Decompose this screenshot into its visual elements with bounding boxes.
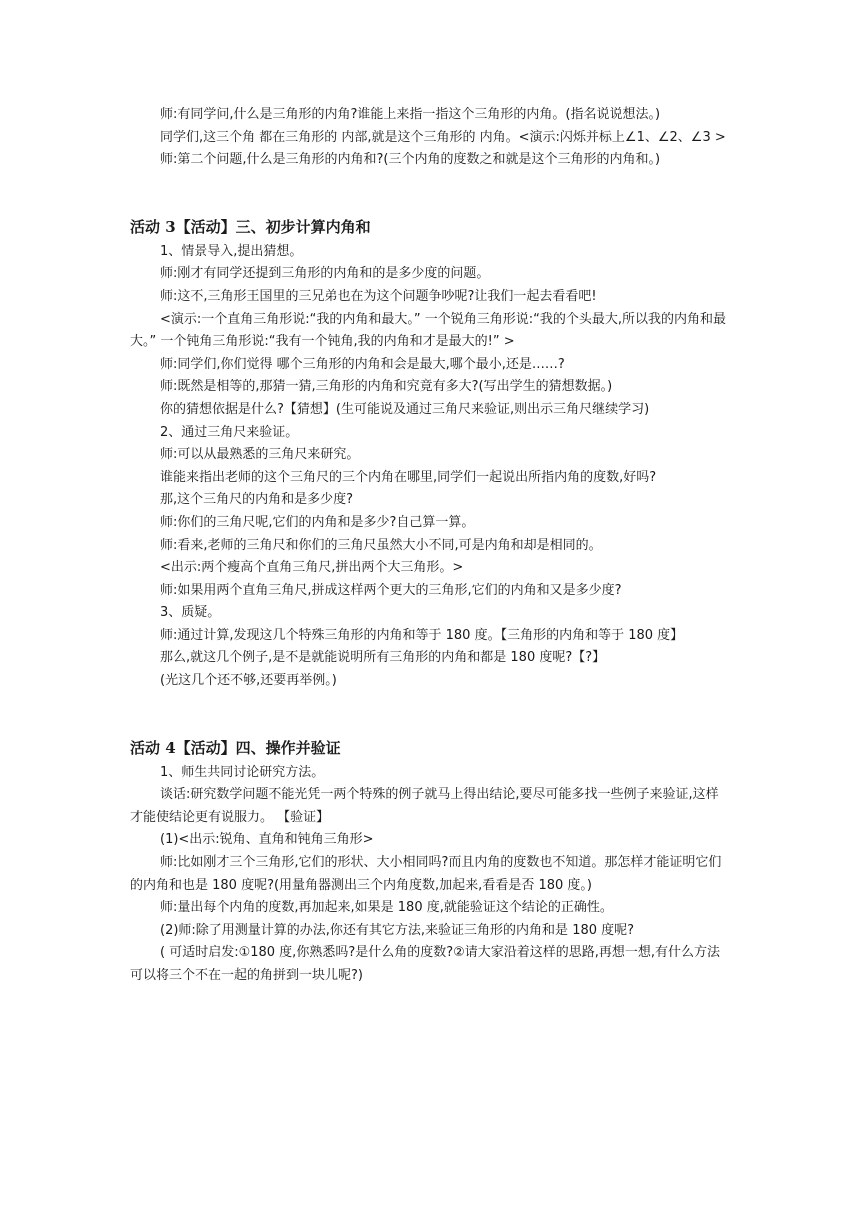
paragraph: 那么,就这几个例子,是不是就能说明所有三角形的内角和都是 180 度呢?【?】: [160, 650, 606, 666]
paragraph: 师:第二个问题,什么是三角形的内角和?(三个内角的度数之和就是这个三角形的内角和。): [160, 152, 661, 168]
paragraph: 你的猜想依据是什么?【猜想】(生可能说及通过三角尺来验证,则出示三角尺继续学习): [160, 401, 650, 417]
paragraph: 师:同学们,你们觉得 哪个三角形的内角和会是最大,哪个最小,还是……?: [160, 356, 565, 372]
paragraph: 师:可以从最熟悉的三角尺来研究。: [160, 447, 360, 463]
paragraph: 1、情景导入,提出猜想。: [160, 243, 303, 259]
section-heading: 活动 4【活动】四、操作并验证: [130, 738, 341, 757]
paragraph: 谁能来指出老师的这个三角尺的三个内角在哪里,同学们一起说出所指内角的度数,好吗?: [160, 469, 657, 485]
paragraph: 1、师生共同讨论研究方法。: [160, 764, 325, 780]
paragraph: 师:刚才有同学还提到三角形的内角和的是多少度的问题。: [160, 266, 490, 282]
paragraph: 师:这不,三角形王国里的三兄弟也在为这个问题争吵呢?让我们一起去看看吧!: [160, 288, 597, 304]
paragraph: ( 可适时启发:①180 度,你熟悉吗?是什么角的度数?②请大家沿着这样的思路,再想一想,有什么方法可以将三个不在一起的角拼到一块儿呢?): [130, 945, 721, 983]
paragraph: 那,这个三角尺的内角和是多少度?: [160, 492, 354, 508]
paragraph: 师:如果用两个直角三角尺,拼成这样两个更大的三角形,它们的内角和又是多少度?: [160, 582, 622, 598]
paragraph: 师:量出每个内角的度数,再加起来,如果是 180 度,就能验证这个结论的正确性。: [160, 900, 613, 916]
paragraph: 谈话:研究数学问题不能光凭一两个特殊的例子就马上得出结论,要尽可能多找一些例子来验证,这样才能使结论更有说服力。 【验证】: [130, 787, 719, 825]
paragraph: <出示:两个瘦高个直角三角尺,拼出两个大三角形。>: [160, 560, 464, 576]
paragraph: 2、通过三角尺来验证。: [160, 424, 299, 440]
paragraph: (1)<出示:锐角、直角和钝角三角形>: [160, 832, 374, 848]
section-activity-3: [130, 215, 730, 693]
paragraph: 师:通过计算,发现这几个特殊三角形的内角和等于 180 度。【三角形的内角和等于 180 度】: [160, 627, 684, 643]
paragraph: 师:比如刚才三个三角形,它们的形状、大小相同吗?而且内角的度数也不知道。那怎样才能证明它们的内角和也是 180 度呢?(用量角器测出三个内角度数,加起来,看看是否 180 度。): [130, 855, 722, 893]
document-body: [130, 104, 730, 988]
paragraph: (光这几个还不够,还要再举例。): [160, 673, 337, 689]
paragraph: 师:你们的三角尺呢,它们的内角和是多少?自己算一算。: [160, 514, 475, 530]
section-activity-4: [130, 736, 730, 988]
paragraph: 师:看来,老师的三角尺和你们的三角尺虽然大小不同,可是内角和却是相同的。: [160, 537, 602, 553]
section-intro: [130, 104, 730, 172]
paragraph: (2)师:除了用测量计算的办法,你还有其它方法,来验证三角形的内角和是 180 度呢?: [160, 922, 635, 938]
paragraph: 师:有同学问,什么是三角形的内角?谁能上来指一指这个三角形的内角。(指名说说想法。): [160, 107, 661, 122]
paragraph: 同学们,这三个角 都在三角形的 内部,就是这个三角形的 内角。<演示:闪烁并标上∠1、∠2、∠3 >: [160, 129, 726, 145]
paragraph: <演示:一个直角三角形说:“我的内角和最大。” 一个锐角三角形说:“我的个头最大,所以我的内角和最大。” 一个钝角三角形说:“我有一个钝角,我的内角和才是最大的!” >: [130, 311, 727, 350]
paragraph: 师:既然是相等的,那猜一猜,三角形的内角和究竟有多大?(写出学生的猜想数据。): [160, 379, 613, 395]
paragraph: 3、质疑。: [160, 605, 221, 621]
section-heading: 活动 3【活动】三、初步计算内角和: [130, 217, 371, 236]
